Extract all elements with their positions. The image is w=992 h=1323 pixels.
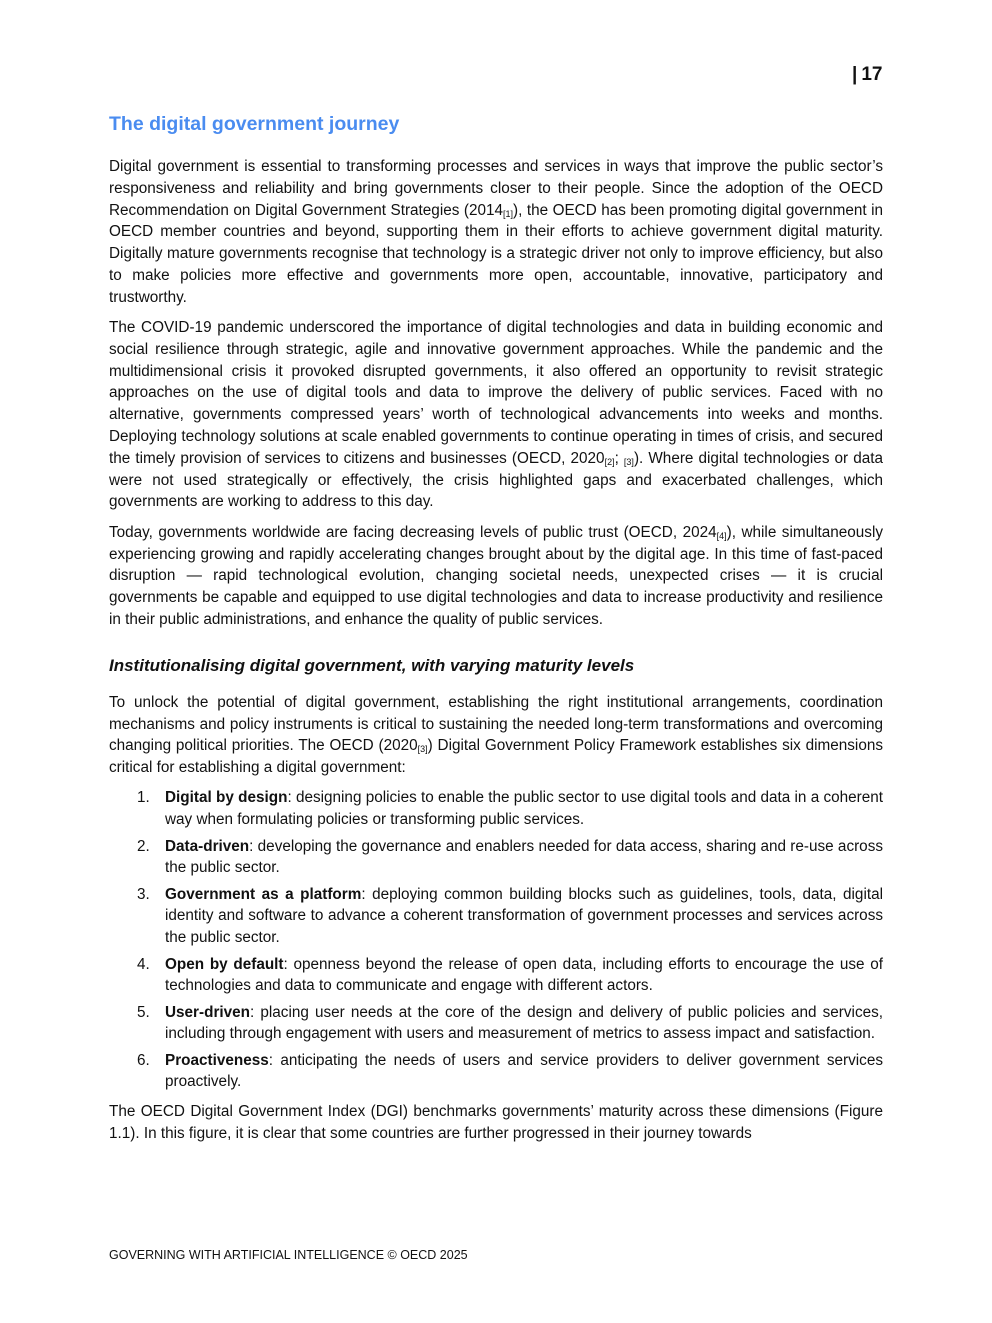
dimension-term: Data-driven	[165, 837, 250, 855]
paragraph-text: ), while simultaneously experiencing growing and rapidly accelerating changes brought about by the digital age. In this time of fast-paced disruption — rapid technological evolution, changing societal needs, unexpected crises — it is crucial governments be capable and equipped to use digital technologies and data to increase productivity and resilience in their public administrations, and enhance the quality of public services.	[109, 523, 883, 628]
dimension-term: User-driven	[165, 1003, 251, 1021]
paragraph-text: Today, governments worldwide are facing decreasing levels of public trust (OECD, 2024	[109, 523, 717, 541]
dimension-desc: : designing policies to enable the public sector to use digital tools and data in a coherent way when formulating policies or transforming public services.	[165, 789, 884, 829]
paragraph-framework	[109, 692, 883, 779]
dimension-desc: : anticipating the needs of users and service providers to deliver government services proactively.	[165, 1051, 883, 1091]
citation-ref-link[interactable]: [3]	[623, 456, 634, 467]
paragraph-dgi: The OECD Digital Government Index (DGI) benchmarks governments’ maturity across these dimensions (Figure 1.1). In this figure, it is clear that some countries are further progressed in their journey towards	[109, 1103, 883, 1143]
list-item	[109, 787, 883, 831]
subsection-heading: Institutionalising digital government, with varying maturity levels	[109, 655, 635, 675]
list-number: 4.	[137, 955, 150, 973]
list-item	[109, 1050, 883, 1094]
paragraph-text: Digital government is essential to transforming processes and services in ways that improve the public sector’s responsiveness and reliability and bring governments closer to their people. Since the adoption of the OECD Recommendation on Digital Government Strategies (2014	[109, 158, 883, 219]
list-item	[109, 836, 883, 880]
dimension-term: Government as a platform	[165, 885, 362, 903]
paragraph-intro	[109, 156, 883, 309]
paragraph-text: To unlock the potential of digital government, establishing the right institutional arrangements, coordination mechanisms and policy instruments is critical to sustaining the needed long-term transformations and overcoming changing political priorities. The OECD (2020	[109, 693, 883, 755]
paragraph-covid	[109, 317, 883, 513]
citation-ref-link[interactable]: [2]	[604, 456, 615, 467]
citation-ref-link[interactable]: [1]	[502, 208, 513, 219]
paragraph-text: ), the OECD has been promoting digital government in OECD member countries and beyond, supporting them in their efforts to achieve government digital maturity. Digitally mature governments recognise that technology is a strategic driver not only to improve efficiency, but also to make policies more effective and governments more open, accountable, innovative, participatory and trustworthy.	[109, 201, 884, 306]
citation-ref-link[interactable]: [4]	[716, 530, 727, 541]
dimension-term: Digital by design	[165, 789, 288, 807]
dimension-term: Open by default	[165, 955, 284, 973]
list-number: 6.	[137, 1051, 150, 1069]
dimension-desc: : developing the governance and enablers needed for data access, sharing and re-use across the public sector.	[165, 837, 883, 877]
list-item	[109, 954, 883, 998]
paragraph-text: The COVID-19 pandemic underscored the importance of digital technologies and data in building economic and social resilience through strategic, agile and innovative government approaches. While the pandemic and the multidimensional crisis it provoked disrupted governments, it also offered an opportunity to revisit strategic approaches on the use of digital tools and data to improve the delivery of public services. Faced with no alternative, governments compressed years’ worth of technological advancements into weeks and months. Deploying technology solutions at scale enabled governments to continue operating in times of crisis, and secured the timely provision of services to citizens and businesses (OECD, 2020	[109, 319, 883, 467]
dimension-term: Proactiveness	[165, 1051, 269, 1069]
page-footer: GOVERNING WITH ARTIFICIAL INTELLIGENCE © OECD 2025	[109, 1248, 468, 1262]
list-number: 3.	[137, 885, 150, 903]
page-number-value: 17	[861, 64, 883, 85]
list-item	[109, 884, 883, 949]
dimension-desc: : placing user needs at the core of the design and delivery of public policies and services, including through engagement with users and measurement of metrics to assess impact and satisfaction.	[165, 1003, 883, 1043]
section-heading: The digital government journey	[109, 113, 400, 135]
page-content	[109, 113, 883, 1153]
paragraph-text: ). Where digital technologies or data were not used strategically or effectively, the crisis highlighted gaps and exacerbated challenges, which governments are working to address to this day.	[109, 449, 884, 511]
paragraph-trust	[109, 522, 883, 631]
list-number: 5.	[137, 1003, 150, 1021]
dimensions-list	[109, 787, 883, 1093]
paragraph-text: ) Digital Government Policy Framework establishes six dimensions critical for establishing a digital government:	[109, 737, 883, 777]
list-number: 1.	[137, 789, 150, 807]
paragraph-text: ;	[614, 449, 624, 467]
list-item	[109, 1002, 883, 1046]
dimension-desc: : deploying common building blocks such as guidelines, tools, data, digital identity and software to advance a coherent transformation of government processes and services across the public sector.	[165, 885, 883, 947]
page-separator: |	[852, 64, 858, 85]
dimension-desc: : openness beyond the release of open data, including efforts to encourage the use of technologies and data to communicate and engage with different actors.	[165, 955, 883, 995]
list-number: 2.	[137, 837, 150, 855]
page-number	[852, 64, 882, 86]
citation-ref-link[interactable]: [3]	[417, 744, 428, 755]
